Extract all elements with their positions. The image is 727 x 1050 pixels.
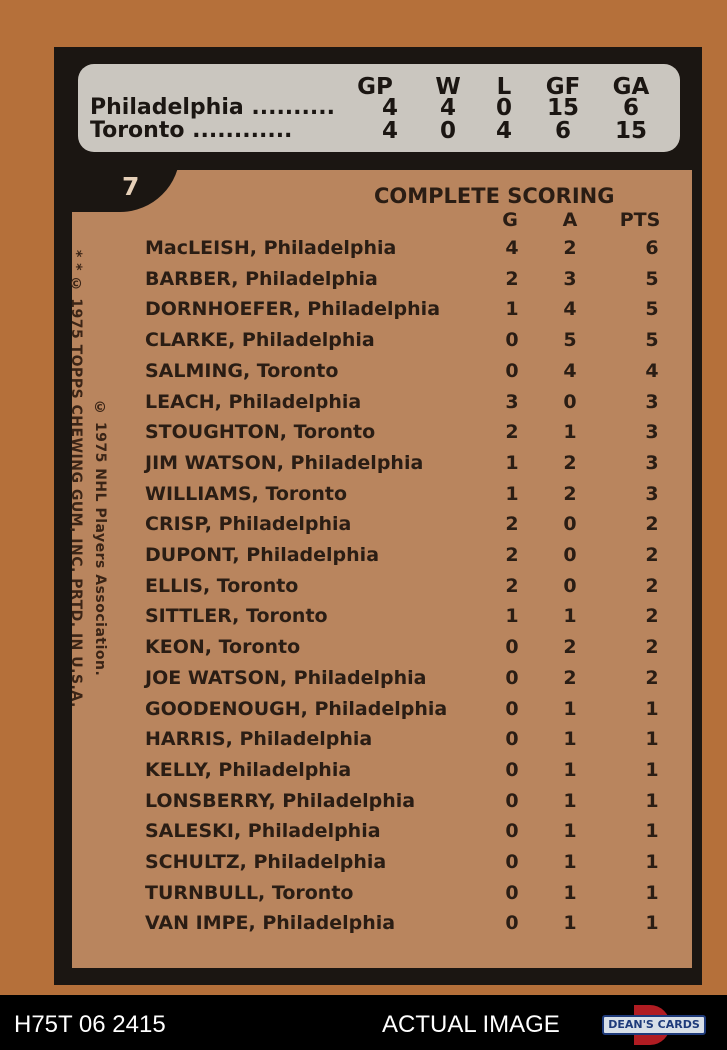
team-gf: 15 — [546, 95, 579, 121]
player-goals: 2 — [505, 267, 519, 290]
item-id: H75T 06 2415 — [14, 1011, 166, 1038]
player-points: 3 — [645, 421, 659, 444]
team-l: 0 — [495, 95, 512, 121]
player-assists: 2 — [563, 451, 577, 474]
team-ga: 15 — [614, 118, 647, 144]
copyright-nhlpa: © 1975 NHL Players Association. — [92, 400, 108, 677]
player-name: SALESKI, Philadelphia — [145, 820, 381, 843]
team-ga: 6 — [622, 95, 639, 121]
player-row — [0, 912, 727, 942]
player-name: GOODENOUGH, Philadelphia — [145, 697, 448, 720]
player-assists: 4 — [563, 359, 577, 382]
player-points: 2 — [645, 605, 659, 628]
team-header-l: L — [496, 74, 512, 100]
player-name: HARRIS, Philadelphia — [145, 728, 373, 751]
player-assists: 1 — [563, 789, 577, 812]
player-name: CLARKE, Philadelphia — [145, 329, 375, 352]
player-assists: 2 — [563, 636, 577, 659]
card-number: 7 — [122, 172, 140, 201]
scoring-header-a: A — [562, 209, 578, 231]
player-assists: 1 — [563, 912, 577, 935]
actual-image-label: ACTUAL IMAGE — [382, 1011, 560, 1038]
player-name: BARBER, Philadelphia — [145, 267, 378, 290]
player-goals: 3 — [505, 390, 519, 413]
player-assists: 2 — [563, 237, 577, 259]
logo-text: DEAN'S CARDS — [602, 1015, 706, 1035]
player-points: 2 — [645, 666, 659, 689]
scoring-title: COMPLETE SCORING — [374, 184, 615, 208]
player-goals: 0 — [505, 359, 519, 382]
player-goals: 0 — [505, 851, 519, 873]
player-assists: 2 — [563, 482, 577, 505]
player-points: 3 — [645, 390, 659, 413]
player-points: 2 — [645, 513, 659, 536]
player-name: LEACH, Philadelphia — [145, 390, 362, 413]
copyright-block — [64, 250, 120, 860]
player-points: 2 — [645, 574, 659, 597]
player-goals: 0 — [505, 912, 519, 935]
player-points: 3 — [645, 482, 659, 505]
player-assists: 2 — [563, 666, 577, 689]
player-name: KEON, Toronto — [145, 636, 301, 659]
player-goals: 1 — [505, 298, 519, 321]
player-assists: 1 — [563, 697, 577, 720]
player-assists: 1 — [563, 421, 577, 444]
player-assists: 0 — [563, 544, 577, 566]
player-name: SITTLER, Toronto — [145, 605, 328, 628]
player-points: 1 — [645, 881, 659, 904]
player-goals: 2 — [505, 421, 519, 444]
player-assists: 0 — [563, 513, 577, 536]
player-name: MacLEISH, Philadelphia — [145, 237, 397, 259]
deans-cards-logo[interactable] — [602, 1003, 706, 1047]
scoring-header-g: G — [502, 209, 518, 231]
player-name: CRISP, Philadelphia — [145, 513, 352, 536]
player-goals: 0 — [505, 728, 519, 751]
player-name: SALMING, Toronto — [145, 359, 339, 382]
player-name: WILLIAMS, Toronto — [145, 482, 348, 505]
player-name: KELLY, Philadelphia — [145, 758, 352, 781]
player-points: 5 — [645, 329, 659, 352]
player-assists: 1 — [563, 728, 577, 751]
copyright-topps: * * © 1975 TOPPS CHEWING GUM, INC. PRTD. IN U.S.A. — [68, 250, 84, 708]
player-name: SCHULTZ, Philadelphia — [145, 851, 387, 873]
player-row — [0, 882, 727, 912]
player-goals: 1 — [505, 451, 519, 474]
player-assists: 1 — [563, 605, 577, 628]
team-gf: 6 — [554, 118, 571, 144]
team-l: 4 — [495, 118, 512, 144]
player-points: 3 — [645, 451, 659, 474]
player-assists: 1 — [563, 820, 577, 843]
player-assists: 1 — [563, 851, 577, 873]
player-points: 2 — [645, 636, 659, 659]
player-assists: 3 — [563, 267, 577, 290]
player-name: TURNBULL, Toronto — [145, 881, 354, 904]
player-goals: 1 — [505, 605, 519, 628]
player-points: 1 — [645, 851, 659, 873]
player-goals: 2 — [505, 544, 519, 566]
team-header-gf: GF — [545, 74, 581, 100]
player-points: 6 — [645, 237, 659, 259]
player-points: 1 — [645, 912, 659, 935]
player-points: 1 — [645, 789, 659, 812]
team-w: 0 — [439, 118, 456, 144]
scoring-header-pts: PTS — [619, 209, 661, 231]
player-goals: 0 — [505, 636, 519, 659]
team-w: 4 — [439, 95, 456, 121]
player-goals: 0 — [505, 881, 519, 904]
player-assists: 0 — [563, 390, 577, 413]
player-goals: 0 — [505, 789, 519, 812]
player-points: 5 — [645, 298, 659, 321]
player-assists: 1 — [563, 881, 577, 904]
player-goals: 0 — [505, 666, 519, 689]
player-assists: 5 — [563, 329, 577, 352]
player-points: 1 — [645, 820, 659, 843]
player-goals: 1 — [505, 482, 519, 505]
player-goals: 0 — [505, 697, 519, 720]
player-name: DUPONT, Philadelphia — [145, 544, 380, 566]
team-gp: 4 — [381, 95, 398, 121]
team-name-philadelphia: Philadelphia .......... — [90, 95, 335, 120]
player-assists: 4 — [563, 298, 577, 321]
player-points: 1 — [645, 728, 659, 751]
player-assists: 0 — [563, 574, 577, 597]
player-points: 5 — [645, 267, 659, 290]
player-name: LONSBERRY, Philadelphia — [145, 789, 416, 812]
team-header-w: W — [435, 74, 461, 100]
player-goals: 0 — [505, 820, 519, 843]
player-goals: 4 — [505, 237, 519, 259]
player-points: 1 — [645, 758, 659, 781]
team-header-gp: GP — [357, 74, 393, 100]
team-name-toronto: Toronto ............ — [90, 118, 293, 143]
player-points: 4 — [645, 359, 659, 382]
player-goals: 2 — [505, 513, 519, 536]
player-name: STOUGHTON, Toronto — [145, 421, 376, 444]
player-name: VAN IMPE, Philadelphia — [145, 912, 396, 935]
player-goals: 0 — [505, 329, 519, 352]
team-header-ga: GA — [612, 74, 650, 100]
player-points: 1 — [645, 697, 659, 720]
player-assists: 1 — [563, 758, 577, 781]
player-goals: 2 — [505, 574, 519, 597]
player-name: JOE WATSON, Philadelphia — [145, 666, 427, 689]
player-points: 2 — [645, 544, 659, 566]
player-name: JIM WATSON, Philadelphia — [145, 451, 424, 474]
player-goals: 0 — [505, 758, 519, 781]
team-gp: 4 — [381, 118, 398, 144]
player-name: DORNHOEFER, Philadelphia — [145, 298, 441, 321]
player-name: ELLIS, Toronto — [145, 574, 299, 597]
